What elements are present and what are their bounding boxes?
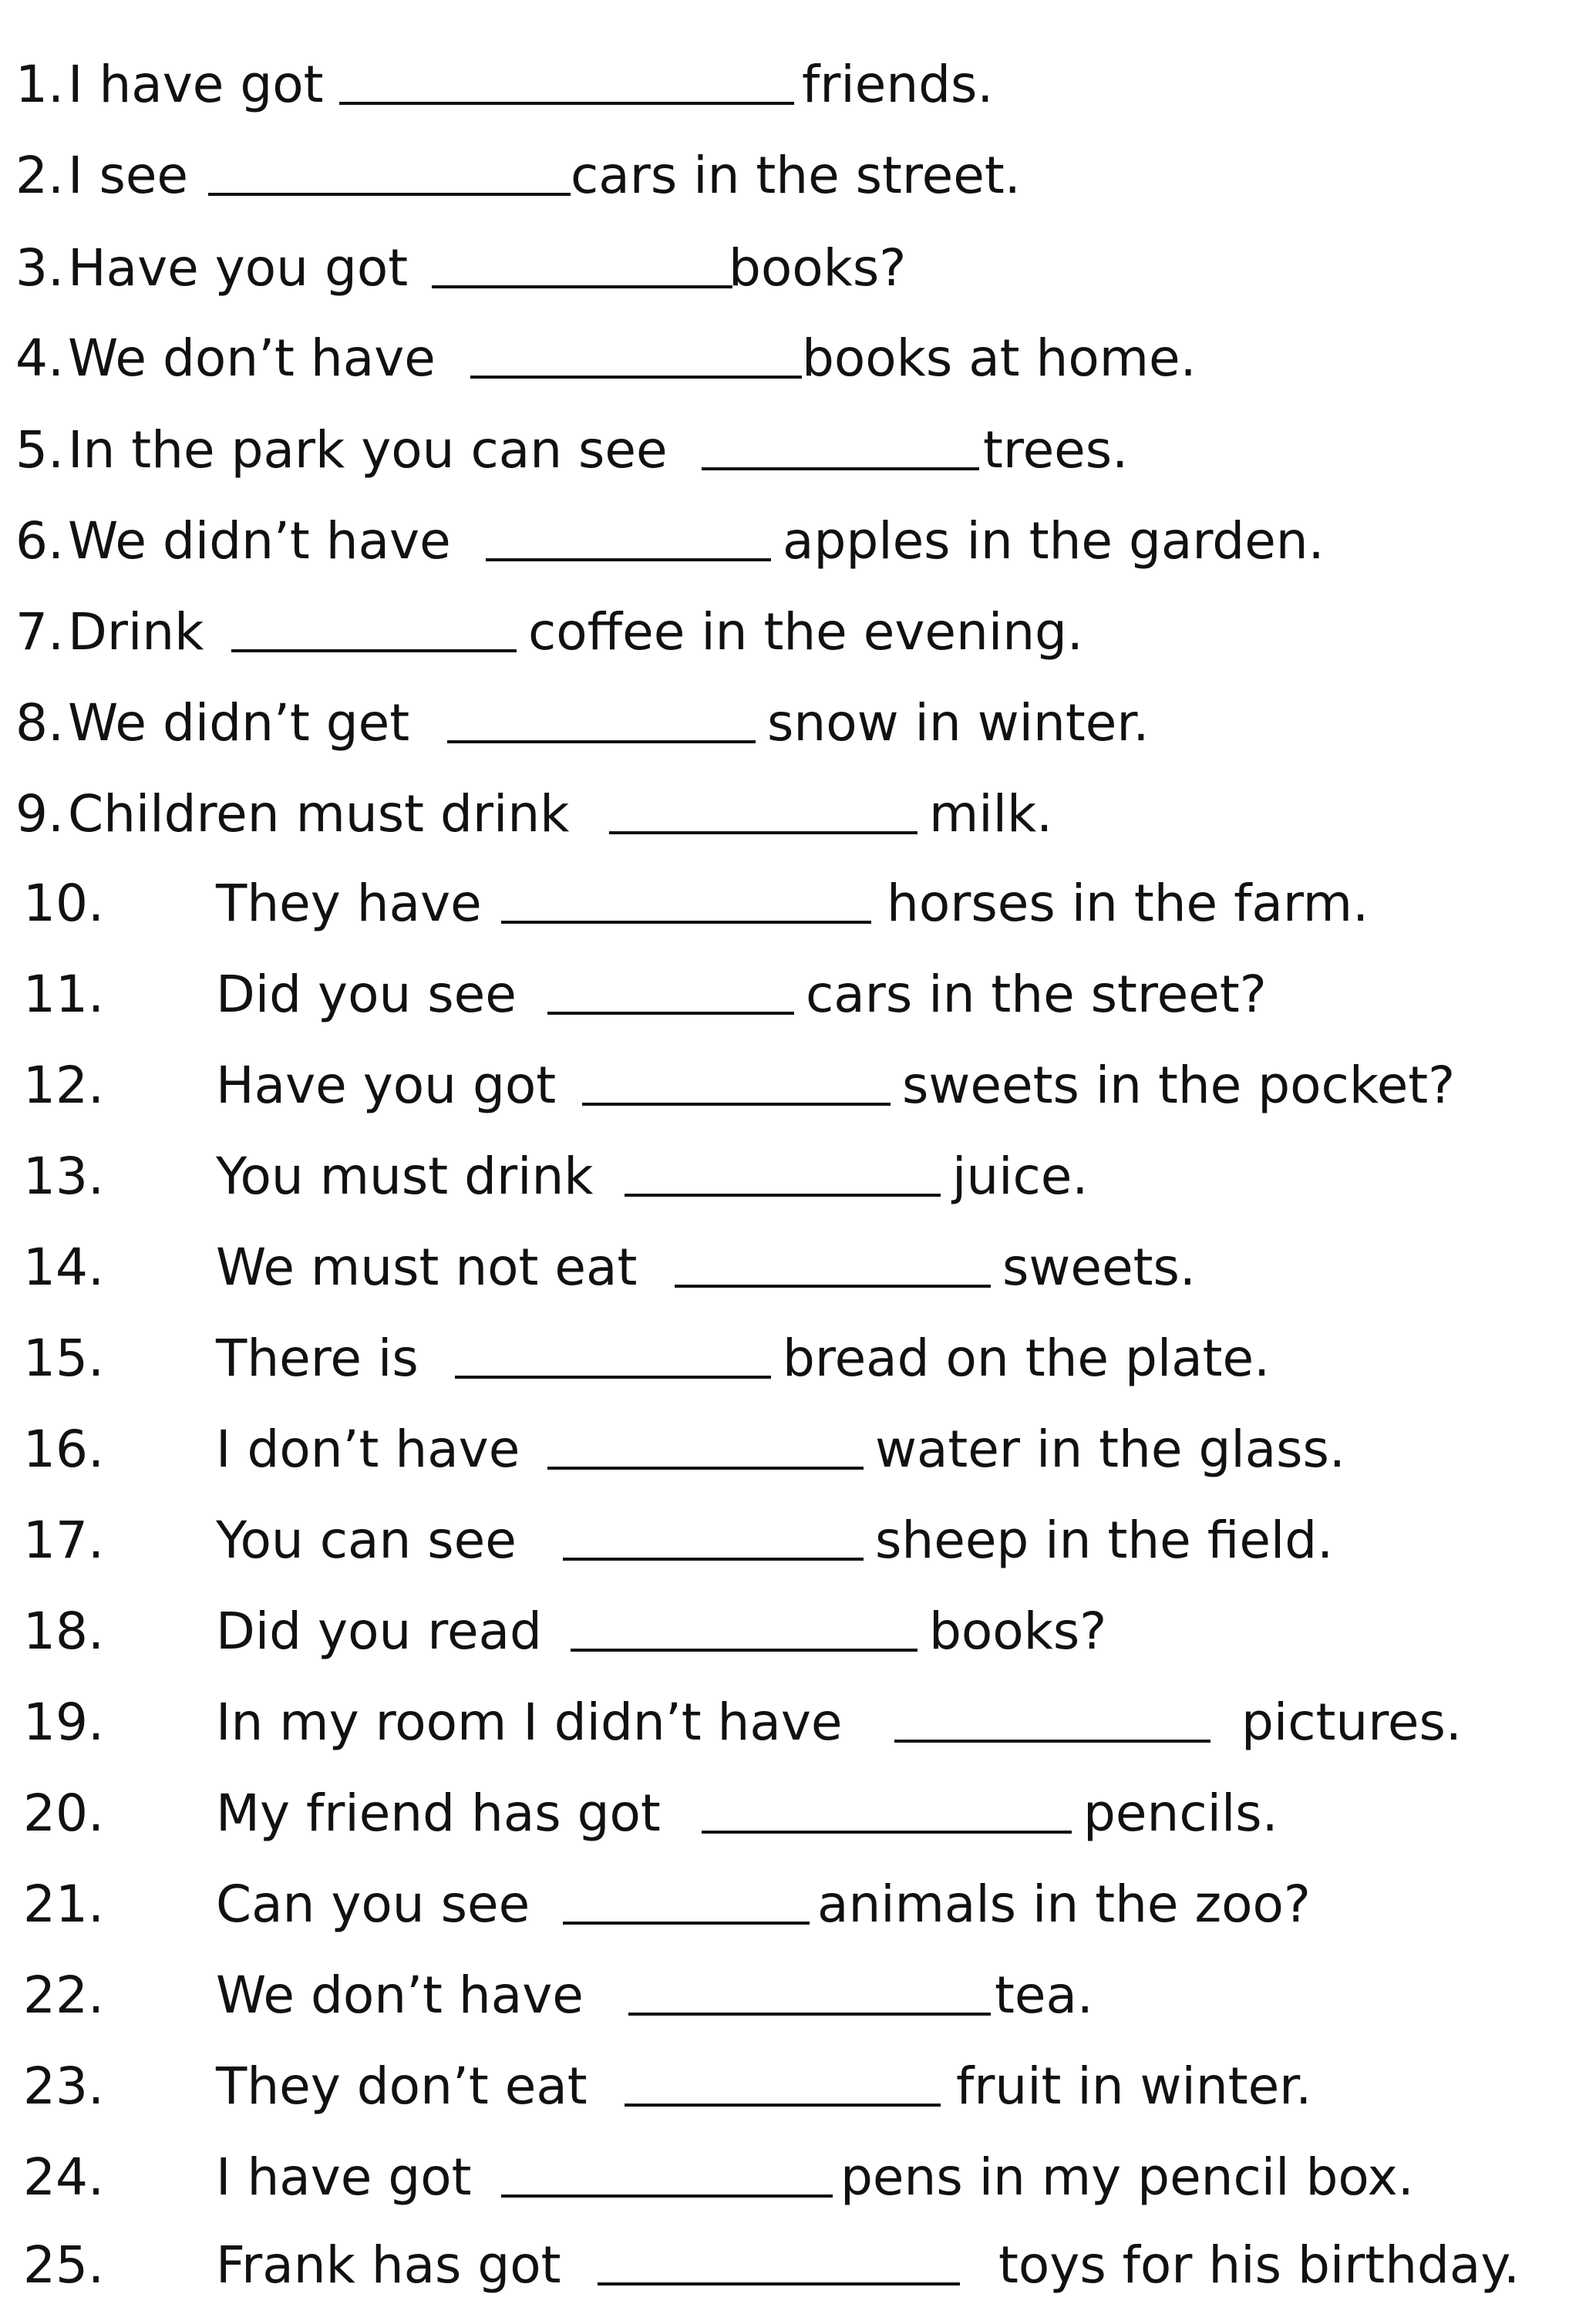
question-text-after: sweets in the pocket? xyxy=(902,1056,1456,1115)
question-text-after: sheep in the field. xyxy=(875,1511,1334,1570)
question-text-before: In my room I didn’t have xyxy=(216,1693,843,1752)
question-text-before: In the park you can see xyxy=(68,420,668,480)
question-number: 16. xyxy=(23,1420,104,1479)
question-number: 23. xyxy=(23,2056,104,2116)
question-text-after: water in the glass. xyxy=(875,1420,1345,1479)
question-text-before: They don’t eat xyxy=(216,2056,588,2116)
question-text-before: My friend has got xyxy=(216,1784,661,1843)
question-text-before: We didn’t have xyxy=(68,511,451,571)
answer-blank[interactable] xyxy=(231,649,517,652)
answer-blank[interactable] xyxy=(470,376,802,379)
question-number: 14. xyxy=(23,1238,104,1297)
question-text-after: juice. xyxy=(952,1147,1089,1206)
answer-blank[interactable] xyxy=(609,831,918,834)
answer-blank[interactable] xyxy=(563,1922,810,1925)
question-text-after: pens in my pencil box. xyxy=(840,2147,1414,2207)
question-number: 9. xyxy=(15,784,64,844)
question-text-before: Have you got xyxy=(216,1056,557,1115)
question-number: 5. xyxy=(15,420,64,480)
question-number: 8. xyxy=(15,693,64,753)
question-text-before: We didn’t get xyxy=(68,693,410,753)
answer-blank[interactable] xyxy=(447,740,756,743)
question-text-after: sweets. xyxy=(1002,1238,1196,1297)
answer-blank[interactable] xyxy=(501,2195,833,2198)
question-text-before: We don’t have xyxy=(216,1965,584,2025)
answer-blank[interactable] xyxy=(675,1285,991,1288)
question-text-before: Can you see xyxy=(216,1875,530,1934)
question-number: 7. xyxy=(15,602,64,662)
question-number: 20. xyxy=(23,1784,104,1843)
question-number: 15. xyxy=(23,1329,104,1388)
question-number: 25. xyxy=(23,2235,104,2295)
question-text-after: tea. xyxy=(995,1965,1093,2025)
question-text-after: books at home. xyxy=(802,328,1197,388)
answer-blank[interactable] xyxy=(208,193,571,196)
question-text-after: pictures. xyxy=(1241,1693,1462,1752)
question-text-before: I see xyxy=(68,146,189,205)
question-text-before: You must drink xyxy=(216,1147,594,1206)
question-text-before: Drink xyxy=(68,602,204,662)
answer-blank[interactable] xyxy=(702,1831,1072,1834)
question-number: 1. xyxy=(15,55,64,114)
question-text-before: I don’t have xyxy=(216,1420,520,1479)
question-text-before: Did you see xyxy=(216,965,517,1024)
question-text-before: You can see xyxy=(216,1511,517,1570)
answer-blank[interactable] xyxy=(628,2013,991,2016)
question-number: 10. xyxy=(23,874,104,933)
question-number: 24. xyxy=(23,2147,104,2207)
question-text-after: fruit in winter. xyxy=(956,2056,1312,2116)
question-text-after: friends. xyxy=(802,55,994,114)
question-number: 21. xyxy=(23,1875,104,1934)
question-number: 3. xyxy=(15,238,64,298)
question-number: 19. xyxy=(23,1693,104,1752)
question-text-before: Children must drink xyxy=(68,784,570,844)
question-text-after: trees. xyxy=(983,420,1129,480)
question-number: 6. xyxy=(15,511,64,571)
question-number: 11. xyxy=(23,965,104,1024)
question-text-before: We don’t have xyxy=(68,328,436,388)
answer-blank[interactable] xyxy=(702,467,979,470)
answer-blank[interactable] xyxy=(625,2104,941,2107)
question-text-before: There is xyxy=(216,1329,419,1388)
question-text-before: Frank has got xyxy=(216,2235,561,2295)
question-number: 17. xyxy=(23,1511,104,1570)
question-text-before: Have you got xyxy=(68,238,409,298)
question-text-after: animals in the zoo? xyxy=(817,1875,1311,1934)
question-text-before: I have got xyxy=(68,55,324,114)
question-text-after: horses in the farm. xyxy=(887,874,1369,933)
question-text-after: bread on the plate. xyxy=(783,1329,1271,1388)
question-number: 2. xyxy=(15,146,64,205)
question-number: 22. xyxy=(23,1965,104,2025)
question-number: 4. xyxy=(15,328,64,388)
answer-blank[interactable] xyxy=(894,1740,1210,1743)
question-text-after: toys for his birthday. xyxy=(998,2235,1520,2295)
question-text-after: coffee in the evening. xyxy=(528,602,1083,662)
question-text-after: books? xyxy=(729,238,907,298)
answer-blank[interactable] xyxy=(432,285,732,288)
answer-blank[interactable] xyxy=(563,1558,864,1561)
answer-blank[interactable] xyxy=(501,921,871,924)
question-text-after: apples in the garden. xyxy=(783,511,1325,571)
answer-blank[interactable] xyxy=(455,1376,771,1379)
question-text-after: snow in winter. xyxy=(767,693,1150,753)
answer-blank[interactable] xyxy=(571,1649,918,1652)
answer-blank[interactable] xyxy=(582,1103,891,1106)
answer-blank[interactable] xyxy=(625,1194,941,1197)
question-text-after: milk. xyxy=(929,784,1053,844)
answer-blank[interactable] xyxy=(598,2282,960,2285)
answer-blank[interactable] xyxy=(486,558,771,561)
question-text-before: They have xyxy=(216,874,482,933)
question-text-after: cars in the street? xyxy=(806,965,1267,1024)
question-number: 18. xyxy=(23,1602,104,1661)
question-text-before: I have got xyxy=(216,2147,472,2207)
answer-blank[interactable] xyxy=(547,1467,864,1470)
question-number: 12. xyxy=(23,1056,104,1115)
question-text-after: pencils. xyxy=(1083,1784,1278,1843)
answer-blank[interactable] xyxy=(547,1012,794,1015)
question-text-before: Did you read xyxy=(216,1602,542,1661)
question-number: 13. xyxy=(23,1147,104,1206)
answer-blank[interactable] xyxy=(339,102,794,105)
question-text-after: books? xyxy=(929,1602,1107,1661)
question-text-after: cars in the street. xyxy=(571,146,1021,205)
question-text-before: We must not eat xyxy=(216,1238,638,1297)
